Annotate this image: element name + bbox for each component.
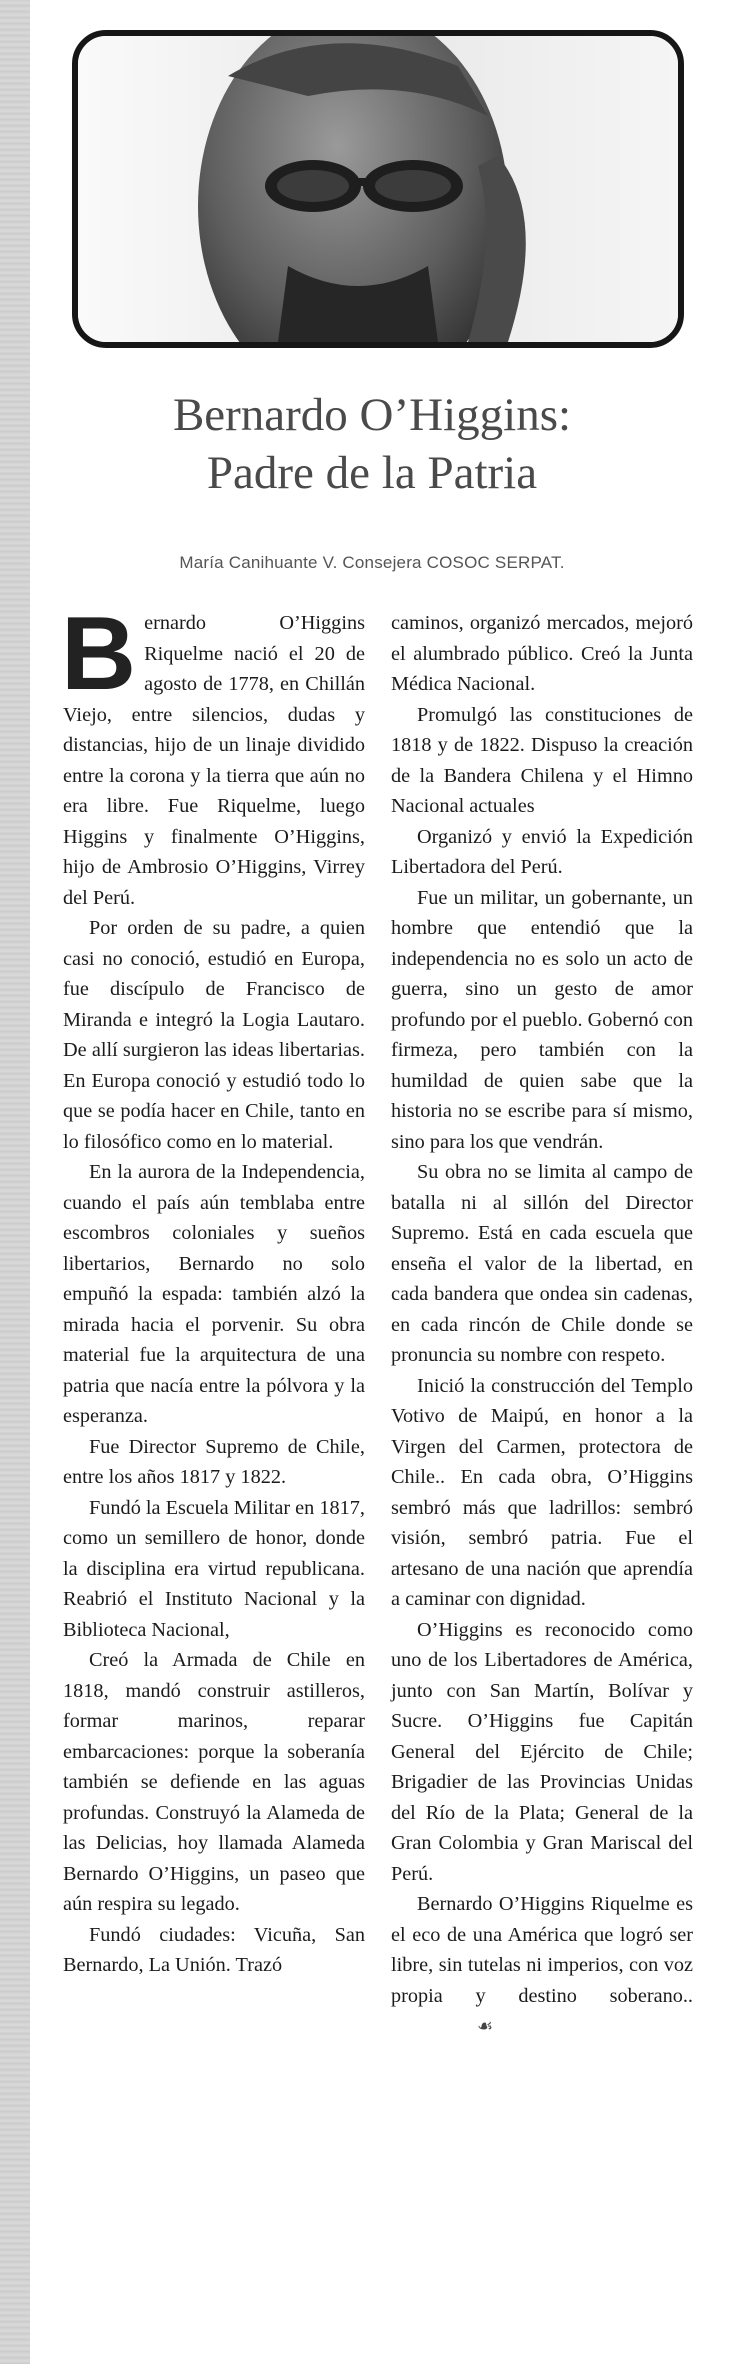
- author-photo: [72, 30, 684, 348]
- paragraph: Fue un militar, un gobernante, un hombre que entendió que la independencia no es solo un acto de guerra, sino un gesto de amor profundo por el pueblo. Gobernó con firmeza, pero también con la humildad de quien sabe que la historia no se escribe para sí mismo, sino para los que vendrán.: [391, 886, 693, 1153]
- paragraph: Fundó la Escuela Militar en 1817, como un semillero de honor, donde la disciplina era virtud republicana. Reabrió el Instituto Nacional y la Biblioteca Nacional,: [63, 1496, 365, 1641]
- paragraph: Promulgó las constituciones de 1818 y de 1822. Dispuso la creación de la Bandera Chilena y el Himno Nacional actuales: [391, 703, 693, 817]
- paragraph: caminos, organizó mercados, mejoró el alumbrado público. Creó la Junta Médica Nacional.: [391, 612, 693, 695]
- paragraph: [391, 1889, 693, 2043]
- paragraph: Por orden de su padre, a quien casi no conoció, estudió en Europa, fue discípulo de Francisco de Miranda e integró la Logia Lautaro. De allí surgieron las ideas libertarias. En Europa conoció y estudió todo lo que se podía hacer en Chile, tanto en lo filosófico como en lo material.: [63, 917, 365, 1153]
- paragraph: Creó la Armada de Chile en 1818, mandó construir astilleros, formar marinos, reparar embarcaciones: porque la soberanía también se defiende en las aguas profundas. Construyó la Alameda de las Delicias, hoy llamada Alameda Bernardo O’Higgins, un paseo que aún respira su legado.: [63, 1649, 365, 1915]
- paragraph: Inició la construcción del Templo Votivo de Maipú, en honor a la Virgen del Carmen, protectora de Chile.. En cada obra, O’Higgins sembró más que ladrillos: sembró visión, sembró patria. Fue el artesano de una nación que aprendía a caminar con dignidad.: [391, 1374, 693, 1610]
- portrait-illustration: [78, 36, 678, 342]
- paragraph: [61, 596, 365, 913]
- paragraph-text: Bernardo O’Higgins Riquelme es el eco de una América que logró ser libre, sin tutelas ni imperios, con voz propia y destino soberano..: [391, 1893, 693, 2007]
- paragraph-text: ernardo O’Higgins Riquelme nació el 20 de agosto de 1778, en Chillán Viejo, entre silencios, dudas y distancias, hijo de un linaje dividido entre la corona y la tierra que aún no era libre. Fue Riquelme, luego Higgins y finalmente O’Higgins, hijo de Ambrosio O’Higgins, Virrey del Perú.: [63, 612, 365, 909]
- end-mark-icon: ☙: [477, 2016, 494, 2037]
- title-line-2: Padre de la Patria: [206, 447, 538, 499]
- byline: María Canihuante V. Consejera COSOC SERPAT.: [179, 553, 565, 572]
- right-column: [391, 608, 693, 2043]
- drop-cap: B: [61, 596, 137, 712]
- paragraph: Su obra no se limita al campo de batalla ni al sillón del Director Supremo. Está en cada escuela que enseña el valor de la libertad, en cada bandera que ondea sin cadenas, en cada rincón de Chile donde se pronuncia su nombre con respeto.: [391, 1161, 693, 1366]
- article-title: [60, 386, 684, 502]
- page-edge-strip: [0, 0, 30, 2364]
- paragraph: Fue Director Supremo de Chile, entre los años 1817 y 1822.: [63, 1435, 365, 1488]
- left-column: [61, 596, 365, 1981]
- paragraph: O’Higgins es reconocido como uno de los Libertadores de América, junto con San Martín, Bolívar y Sucre. O’Higgins fue Capitán General del Ejército de Chile; Brigadier de las Provincias Unidas del Río de la Plata; General de la Gran Colombia y Gran Mariscal del Perú.: [391, 1618, 693, 1885]
- paragraph: En la aurora de la Independencia, cuando el país aún temblaba entre escombros coloniales y sueños libertarios, Bernardo no solo empuñó la espada: también alzó la mirada hacia el porvenir. Su obra material fue la arquitectura de una patria que nacía entre la pólvora y la esperanza.: [63, 1161, 365, 1427]
- title-line-1: Bernardo O’Higgins:: [172, 389, 572, 441]
- paragraph: Organizó y envió la Expedición Libertadora del Perú.: [391, 825, 693, 878]
- paragraph: Fundó ciudades: Vicuña, San Bernardo, La Unión. Trazó: [63, 1923, 365, 1976]
